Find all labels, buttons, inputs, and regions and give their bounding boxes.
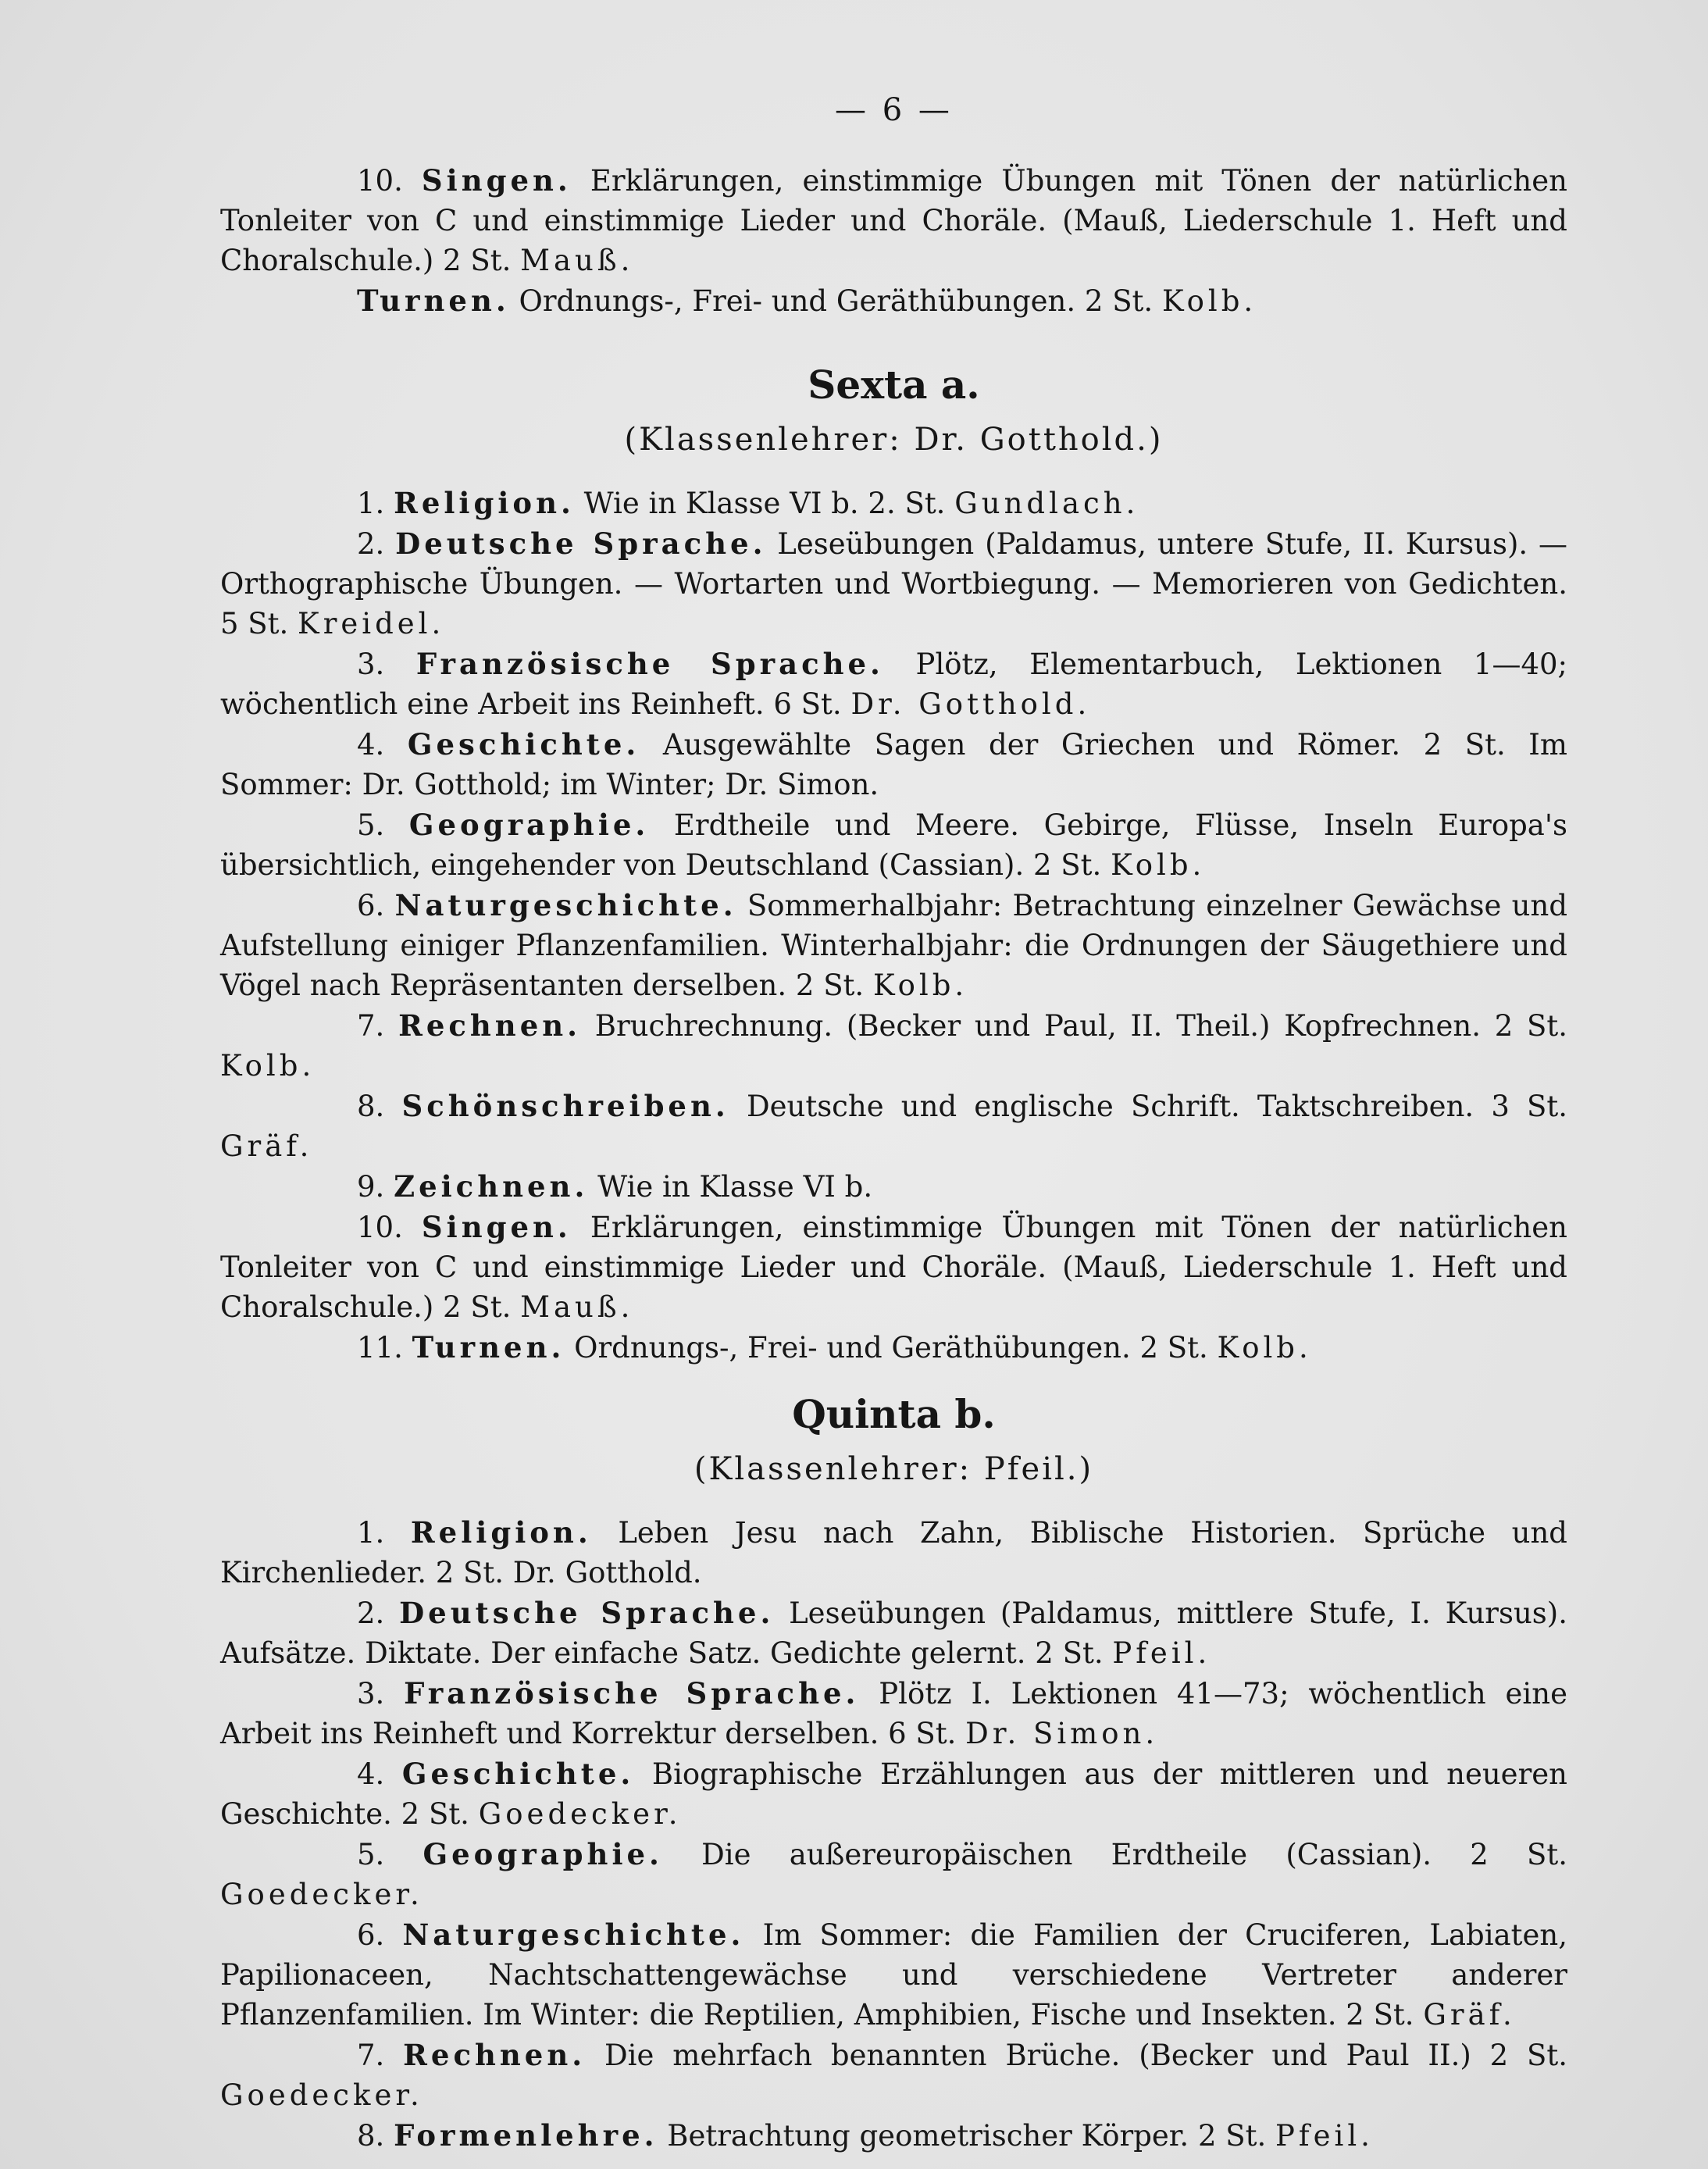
curriculum-item <box>220 161 1567 280</box>
curriculum-item <box>220 1328 1567 1368</box>
item-number: 4. <box>357 1757 385 1791</box>
quinta-curriculum <box>220 1513 1567 2156</box>
curriculum-item <box>220 1513 1567 1593</box>
item-number: 8. <box>357 1090 385 1123</box>
item-text: Die außereuropäischen Erdtheile (Cassian). 2 St. <box>701 1838 1567 1871</box>
curriculum-item <box>220 1167 1567 1207</box>
item-number: 3. <box>357 647 385 681</box>
item-number: 6. <box>357 889 385 922</box>
item-subject: Singen. <box>421 1210 572 1244</box>
quinta-heading: Quinta b. <box>792 1391 996 1437</box>
item-subject: Rechnen. <box>403 2038 587 2072</box>
sexta-curriculum <box>220 483 1567 1368</box>
item-teacher: Kolb. <box>872 969 968 1002</box>
item-teacher: Gräf. <box>1423 1998 1516 2032</box>
item-teacher: Mauß. <box>520 1290 634 1324</box>
curriculum-item <box>220 1674 1567 1753</box>
curriculum-item <box>220 1754 1567 1834</box>
item-text: Biographische Erzählungen aus der mittleren und neueren Geschichte. 2 St. <box>220 1757 1567 1831</box>
item-subject: Zeichnen. <box>394 1169 589 1204</box>
item-subject: Formenlehre. <box>394 2118 658 2153</box>
curriculum-item <box>220 805 1567 885</box>
item-number: 10. <box>357 1211 403 1244</box>
curriculum-item <box>220 524 1567 644</box>
curriculum-item <box>220 725 1567 804</box>
curriculum-item <box>220 886 1567 1005</box>
item-teacher: Dr. Simon. <box>965 1717 1159 1750</box>
item-number: 6. <box>357 1918 385 1952</box>
item-subject: Französische Sprache. <box>404 1676 860 1711</box>
item-teacher: Mauß. <box>520 244 634 277</box>
curriculum-item <box>220 1086 1567 1166</box>
item-text: Die mehrfach benannten Brüche. (Becker und Paul II.) 2 St. <box>604 2039 1567 2072</box>
item-teacher: Kolb. <box>1111 848 1206 882</box>
item-number: 5. <box>357 1838 385 1871</box>
curriculum-item <box>220 1208 1567 1327</box>
item-subject: Deutsche Sprache. <box>399 1596 775 1630</box>
item-text: Erklärungen, einstimmige Übungen mit Tönen der natürlichen Tonleiter von C und einstimmige Lieder und Choräle. (Mauß, Liederschule 1. Heft und Choralschule.) 2 St. <box>220 1211 1567 1324</box>
item-teacher: Goedecker. <box>220 1878 423 1911</box>
item-subject: Geographie. <box>423 1837 663 1871</box>
item-subject: Turnen. <box>412 1330 565 1365</box>
item-number: 1. <box>357 487 385 520</box>
item-teacher: Gräf. <box>220 1129 313 1163</box>
item-subject: Geographie. <box>408 808 650 842</box>
item-subject: Naturgeschichte. <box>394 888 737 922</box>
curriculum-item <box>220 1593 1567 1673</box>
item-text: Wie in Klasse VI b. <box>597 1170 873 1204</box>
curriculum-item <box>220 1006 1567 1086</box>
item-teacher: Pfeil. <box>1112 1636 1211 1670</box>
item-text: Ausgewählte Sagen der Griechen und Römer. 2 St. Im Sommer: Dr. Gotthold; im Winter; Dr. Simon. <box>220 728 1567 801</box>
curriculum-item <box>220 2116 1567 2156</box>
item-text: Wie in Klasse VI b. 2. St. <box>583 487 946 520</box>
item-number: 8. <box>357 2119 385 2153</box>
item-number: 9. <box>357 1170 385 1204</box>
item-subject: Deutsche Sprache. <box>395 526 767 561</box>
item-teacher: Kolb. <box>1217 1331 1312 1365</box>
item-teacher: Goedecker. <box>478 1797 682 1831</box>
item-subject: Religion. <box>410 1515 592 1550</box>
item-teacher: Gundlach. <box>954 487 1139 520</box>
item-number: 4. <box>357 728 385 762</box>
item-text: Plötz I. Lektionen 41—73; wöchentlich eine Arbeit ins Reinheft und Korrektur derselben. 6 St. <box>220 1677 1567 1750</box>
item-subject: Schönschreiben. <box>401 1089 729 1123</box>
item-subject: Rechnen. <box>398 1008 582 1043</box>
item-subject: Turnen. <box>357 284 510 318</box>
item-text: Erdtheile und Meere. Gebirge, Flüsse, Inseln Europa's übersichtlich, eingehender von Deutschland (Cassian). 2 St. <box>220 808 1567 882</box>
item-teacher: Kolb. <box>220 1049 316 1083</box>
item-text: Betrachtung geometrischer Körper. 2 St. <box>667 2119 1267 2153</box>
item-subject: Singen. <box>421 163 572 198</box>
item-number: 2. <box>357 1596 385 1630</box>
item-subject: Geschichte. <box>401 1757 635 1791</box>
sexta-classteacher: (Klassenlehrer: Dr. Gotthold.) <box>624 422 1164 458</box>
page-number: — 6 — <box>835 92 953 128</box>
curriculum-item <box>220 1835 1567 1914</box>
item-number: 7. <box>357 2039 385 2072</box>
item-number: 1. <box>357 1516 385 1550</box>
item-text: Ordnungs-, Frei- und Geräthübungen. 2 St. <box>574 1331 1208 1365</box>
item-text: Erklärungen, einstimmige Übungen mit Tönen der natürlichen Tonleiter von C und einstimmige Lieder und Choräle. (Mauß, Liederschule 1. Heft und Choralschule.) 2 St. <box>220 164 1567 277</box>
item-number: 7. <box>357 1009 385 1043</box>
item-subject: Geschichte. <box>407 727 640 762</box>
item-text: Leben Jesu nach Zahn, Biblische Historien. Sprüche und Kirchenlieder. 2 St. Dr. Gotthold. <box>220 1516 1567 1589</box>
item-text: Deutsche und englische Schrift. Taktschreiben. 3 St. <box>746 1090 1568 1123</box>
item-teacher: Goedecker. <box>220 2078 423 2112</box>
item-text: Im Sommer: die Familien der Cruciferen, Labiaten, Papilionaceen, Nachtschattengewächse und verschiedene Vertreter anderer Pflanzenfamilien. Im Winter: die Reptilien, Amphibien, Fische und Insekten. 2 St. <box>220 1918 1567 2032</box>
item-teacher: Pfeil. <box>1275 2119 1374 2153</box>
item-subject: Religion. <box>394 486 575 520</box>
item-number: 5. <box>357 808 385 842</box>
sexta-heading: Sexta a. <box>808 362 980 408</box>
item-number: 3. <box>357 1677 385 1711</box>
item-text: Leseübungen (Paldamus, mittlere Stufe, I. Kursus). Aufsätze. Diktate. Der einfache Satz. Gedichte gelernt. 2 St. <box>220 1596 1567 1670</box>
quinta-classteacher: (Klassenlehrer: Pfeil.) <box>694 1451 1094 1487</box>
item-teacher: Dr. Gotthold. <box>850 687 1091 721</box>
item-number: 10. <box>357 164 403 198</box>
curriculum-item <box>220 2035 1567 2115</box>
carryover-section <box>220 161 1567 321</box>
curriculum-item <box>220 281 1567 321</box>
item-text: Plötz, Elementarbuch, Lektionen 1—40; wöchentlich eine Arbeit ins Reinheft. 6 St. <box>220 647 1567 721</box>
item-text: Ordnungs-, Frei- und Geräthübungen. 2 St. <box>519 284 1154 318</box>
item-teacher: Kolb. <box>1161 284 1257 318</box>
item-teacher: Kreidel. <box>298 607 445 640</box>
item-text: Sommerhalbjahr: Betrachtung einzelner Gewächse und Aufstellung einiger Pflanzenfamilien. Winterhalbjahr: die Ordnungen der Säugethiere und Vögel nach Repräsentanten derselben. 2 St. <box>220 889 1568 1002</box>
item-number: 2. <box>357 527 385 561</box>
item-number: 11. <box>357 1331 403 1365</box>
item-text: Leseübungen (Paldamus, untere Stufe, II. Kursus). — Orthographische Übungen. — Wortarten und Wortbiegung. — Memorieren von Gedichten. 5 St. <box>220 527 1567 640</box>
curriculum-item <box>220 1915 1567 2035</box>
item-subject: Französische Sprache. <box>415 647 884 681</box>
curriculum-item <box>220 644 1567 724</box>
item-subject: Naturgeschichte. <box>402 1917 745 1952</box>
item-text: Bruchrechnung. (Becker und Paul, II. Theil.) Kopfrechnen. 2 St. <box>594 1009 1568 1043</box>
curriculum-item <box>220 483 1567 523</box>
